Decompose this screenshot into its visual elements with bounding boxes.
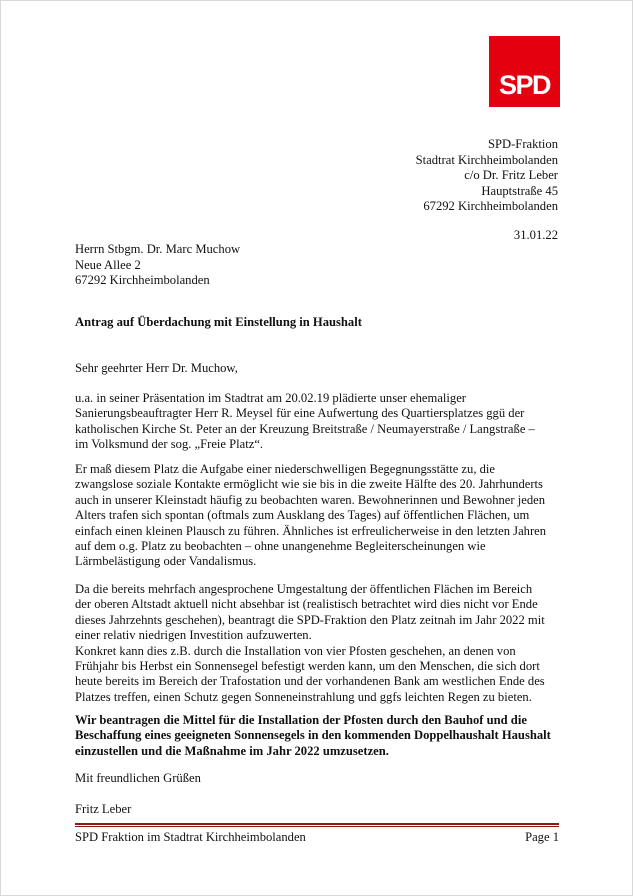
text-line: Beschaffung eines geeigneten Sonnensegels in den kommenden Doppelhaushalt Haushalt (75, 728, 551, 743)
paragraph-1 (75, 391, 565, 453)
text-line: zwangslose soziale Kontakte ermöglicht wie sie bis in die zweite Hälfte des 20. Jahrhunderts (75, 477, 543, 492)
text-line: u.a. in seiner Präsentation im Stadtrat am 20.02.19 plädierte unser ehemaliger (75, 391, 466, 405)
letter-subject: Antrag auf Überdachung mit Einstellung in Haushalt (75, 315, 362, 329)
paragraph-request-bold (75, 713, 565, 759)
text-line: einzustellen und die Maßnahme im Jahr 2022 umzusetzen. (75, 743, 389, 758)
text-line: im Volksmund der sog. „Freie Platz“. (75, 437, 264, 452)
closing: Mit freundlichen Grüßen (75, 771, 201, 785)
text-line: Lärmbelästigung oder Vandalismus. (75, 554, 257, 569)
recipient-line: 67292 Kirchheimbolanden (75, 273, 210, 288)
recipient-line: Herrn Stbgm. Dr. Marc Muchow (75, 242, 241, 256)
text-line: Sanierungsbeauftragter Herr R. Meysel für eine Aufwertung des Quartiersplatzes ggü der (75, 406, 525, 421)
sender-line: 67292 Kirchheimbolanden (423, 199, 558, 214)
salutation: Sehr geehrter Herr Dr. Muchow, (75, 361, 238, 375)
text-line: heute bereits im Bereich der Trafostation und der vorhandenen Bank am westlichen Ende des (75, 674, 545, 689)
sender-line: Hauptstraße 45 (481, 183, 558, 198)
footer-rule-thin (75, 826, 559, 827)
text-line: katholischen Kirche St. Peter an der Kreuzung Breitstraße / Neumayerstraße / Langstraße – (75, 421, 535, 436)
footer-org: SPD Fraktion im Stadtrat Kirchheimbolanden (75, 830, 306, 844)
sender-line: Stadtrat Kirchheimbolanden (415, 152, 558, 167)
page-number: Page 1 (525, 830, 559, 844)
text-line: Er maß diesem Platz die Aufgabe einer niederschwelligen Begegnungsstätte zu, die (75, 462, 496, 476)
text-line: Wir beantragen die Mittel für die Installation der Pfosten durch den Bauhof und die (75, 713, 527, 727)
logo-text: SPD (498, 70, 551, 100)
text-line: Platzes treffen, einen Schutz gegen Sonneneinstrahlung und ggfs leichten Regen zu bieten. (75, 689, 532, 704)
text-line: auch in unserer Kleinstadt häufig zu beobachten waren. Bewohnerinnen und Bewohner jeden (75, 492, 546, 507)
text-line: Da die bereits mehrfach angesprochene Umgestaltung der öffentlichen Flächen im Bereich (75, 582, 533, 596)
signer-name: Fritz Leber (75, 802, 132, 816)
spd-logo (489, 36, 560, 107)
text-line: einer relativ niedrigen Investition aufzuwerten. (75, 628, 312, 643)
text-line: Alters trafen sich spontan (oftmals zum Ausklang des Tages) auf öffentlichen Flächen, um (75, 508, 530, 523)
text-line: einfach einen kleinen Plausch zu führen. Ähnliches ist erfreulicherweise in den letzten Jahren (75, 523, 547, 538)
text-line: der oberen Altstadt aktuell nicht absehbar ist (realistisch betrachtet wird dies nicht vor Ende (75, 597, 538, 612)
letter-date: 31.01.22 (513, 228, 558, 242)
text-line: auf dem o.g. Platz zu beobachten – ohne unangenehme Begleiterscheinungen wie (75, 539, 486, 554)
recipient-line: Neue Allee 2 (75, 257, 141, 272)
sender-line: SPD-Fraktion (488, 137, 558, 151)
footer-rule (75, 823, 559, 825)
text-line: Konkret kann dies z.B. durch die Installation von vier Pfosten geschehen, an denen von (75, 643, 516, 658)
recipient-address (75, 242, 240, 289)
text-line: Frühjahr bis Herbst ein Sonnensegel befestigt werden kann, um den Menschen, die sich dort (75, 659, 540, 674)
sender-line: c/o Dr. Fritz Leber (464, 168, 558, 183)
paragraph-3 (75, 582, 565, 705)
text-line: dieses Jahrzehnts geschehen), beantragt die SPD-Fraktion den Platz zeitnah im Jahr 2022 mit (75, 612, 545, 627)
sender-address (416, 137, 558, 215)
paragraph-2 (75, 462, 565, 570)
